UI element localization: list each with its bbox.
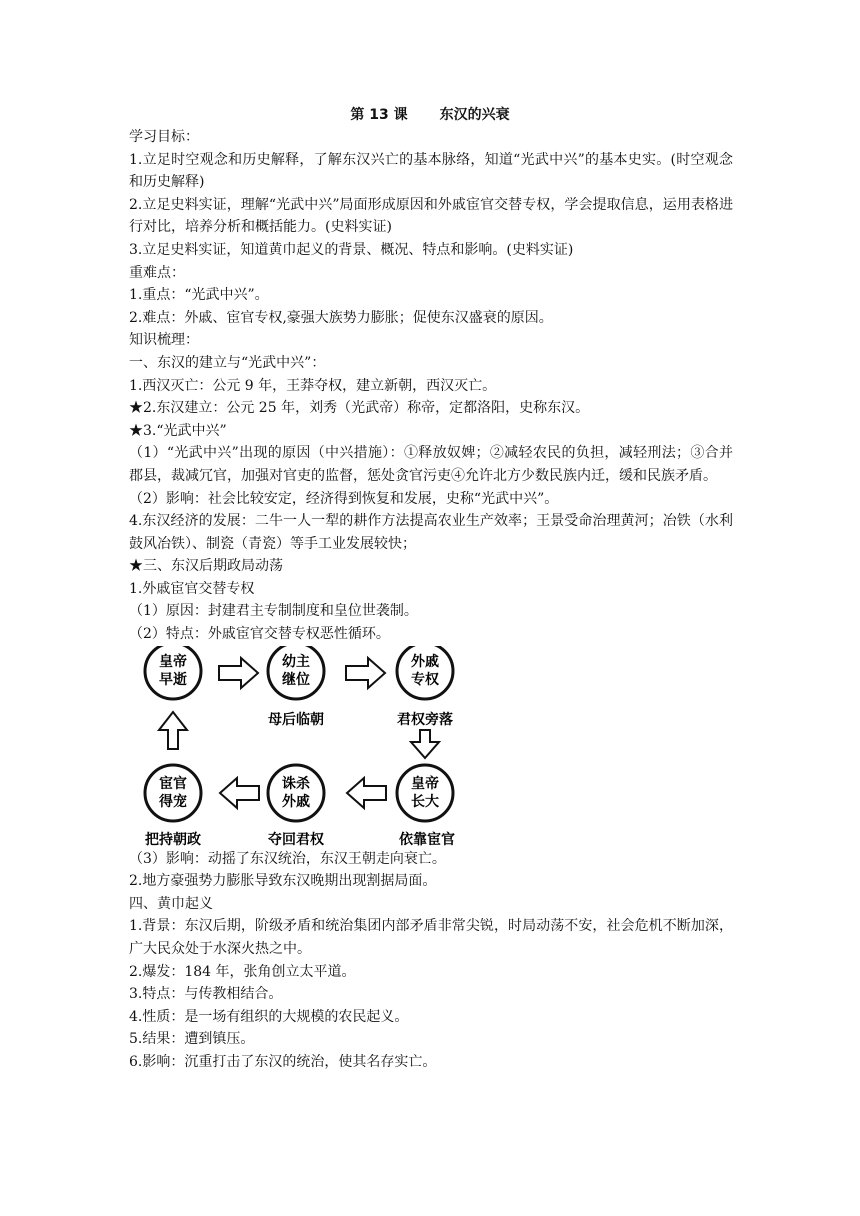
paragraph: 1.外戚宦官交替专权 — [129, 580, 255, 597]
paragraph: 6.影响：沉重打击了东汉的统治，使其名存实亡。 — [129, 1054, 437, 1070]
arrow-right-icon — [346, 658, 385, 688]
node-label: 皇帝 — [411, 775, 439, 792]
arrow-left-icon — [347, 778, 386, 808]
paragraph: （2）影响：社会比较安定，经济得到恢复和发展，史称“光武中兴”。 — [129, 490, 559, 507]
paragraph: （1）“光武中兴”出现的原因（中兴措施）：①释放奴婢；②减轻农民的负担，减轻刑法；③合并郡县，裁减冗官，加强对官吏的监督，惩处贪官污吏④允许北方少数民族内迁，缓和民族矛盾。 — [129, 445, 733, 484]
lesson-name: 东汉的兴衰 — [439, 107, 510, 123]
node-label: 外戚 — [411, 653, 439, 670]
power-cycle-diagram — [129, 646, 733, 848]
node-circle — [145, 765, 201, 821]
node-caption: 夺回君权 — [268, 831, 324, 848]
paragraph: 3.特点：与传教相结合。 — [129, 986, 283, 1003]
section-heading: ★三、东汉后期政局动荡 — [129, 558, 283, 575]
paragraph: 2.爆发：184 年，张角创立太平道。 — [129, 963, 356, 980]
node-label: 继位 — [282, 671, 310, 688]
node-caption: 依靠宦官 — [399, 831, 455, 848]
node-label: 幼主 — [282, 653, 310, 670]
paragraph: 1.立足时空观念和历史解释，了解东汉兴亡的基本脉络，知道“光武中兴”的基本史实。(时空观念和历史解释) — [129, 151, 733, 191]
paragraph: ★3.“光武中兴” — [129, 422, 227, 439]
node-circle — [397, 765, 453, 821]
paragraph: （1）原因：封建君主专制制度和皇位世袭制。 — [129, 603, 418, 620]
section-heading: 四、黄巾起义 — [129, 895, 213, 912]
node-caption: 母后临朝 — [268, 711, 324, 728]
paragraph: 3.立足史料实证，知道黄巾起义的背景、概况、特点和影响。(史料实证) — [129, 241, 574, 258]
paragraph: 2.地方豪强势力膨胀导致东汉晚期出现割据局面。 — [129, 873, 437, 890]
arrow-up-icon — [159, 712, 187, 749]
section-heading: 学习目标： — [129, 129, 199, 145]
node-circle — [268, 765, 324, 821]
arrow-left-icon — [220, 778, 259, 808]
node-label: 皇帝 — [159, 653, 187, 670]
cycle-diagram-svg — [129, 646, 733, 848]
lesson-number: 第 13 课 — [350, 107, 408, 123]
node-label: 宦官 — [159, 775, 187, 792]
paragraph: 1.背景：东汉后期，阶级矛盾和统治集团内部矛盾非常尖锐，时局动荡不安，社会危机不断加深，广大民众处于水深火热之中。 — [129, 918, 733, 958]
node-label: 专权 — [411, 671, 439, 688]
node-label: 外戚 — [282, 793, 310, 810]
page-title — [0, 104, 860, 124]
paragraph: （2）特点：外戚宦官交替专权恶性循环。 — [129, 626, 390, 643]
paragraph: 1.重点：“光武中兴”。 — [129, 287, 269, 304]
node-label: 早逝 — [159, 671, 187, 688]
arrow-down-icon — [411, 730, 439, 758]
paragraph: （3）影响：动摇了东汉统治，东汉王朝走向衰亡。 — [129, 850, 446, 867]
node-label: 得宠 — [159, 793, 187, 810]
paragraph: 1.西汉灭亡：公元 9 年，王莽夺权，建立新朝，西汉灭亡。 — [129, 377, 497, 394]
document-body — [129, 126, 733, 1074]
paragraph: 2.立足史料实证，理解“光武中兴”局面形成原因和外戚宦官交替专权，学会提取信息，运用表格进行对比，培养分析和概括能力。(史料实证) — [129, 196, 733, 236]
node-caption: 把持朝政 — [145, 831, 201, 848]
section-heading: 重难点： — [129, 264, 185, 281]
paragraph: 4.性质：是一场有组织的大规模的农民起义。 — [129, 1008, 409, 1025]
paragraph: 4.东汉经济的发展：二牛一人一犁的耕作方法提高农业生产效率；王景受命治理黄河；冶铁（水利鼓风冶铁）、制瓷（青瓷）等手工业发展较快； — [129, 513, 733, 552]
paragraph: 5.结果：遭到镇压。 — [129, 1031, 255, 1048]
node-label: 诛杀 — [282, 775, 310, 792]
paragraph: ★2.东汉建立：公元 25 年，刘秀（光武帝）称帝，定都洛阳，史称东汉。 — [129, 400, 590, 417]
section-heading: 知识梳理： — [129, 332, 199, 349]
node-caption: 君权旁落 — [397, 711, 453, 728]
section-heading: 一、东汉的建立与“光武中兴”： — [129, 354, 326, 371]
arrow-right-icon — [219, 658, 258, 688]
node-label: 长大 — [411, 793, 439, 810]
paragraph: 2.难点：外戚、宦官专权,豪强大族势力膨胀；促使东汉盛衰的原因。 — [129, 309, 553, 326]
